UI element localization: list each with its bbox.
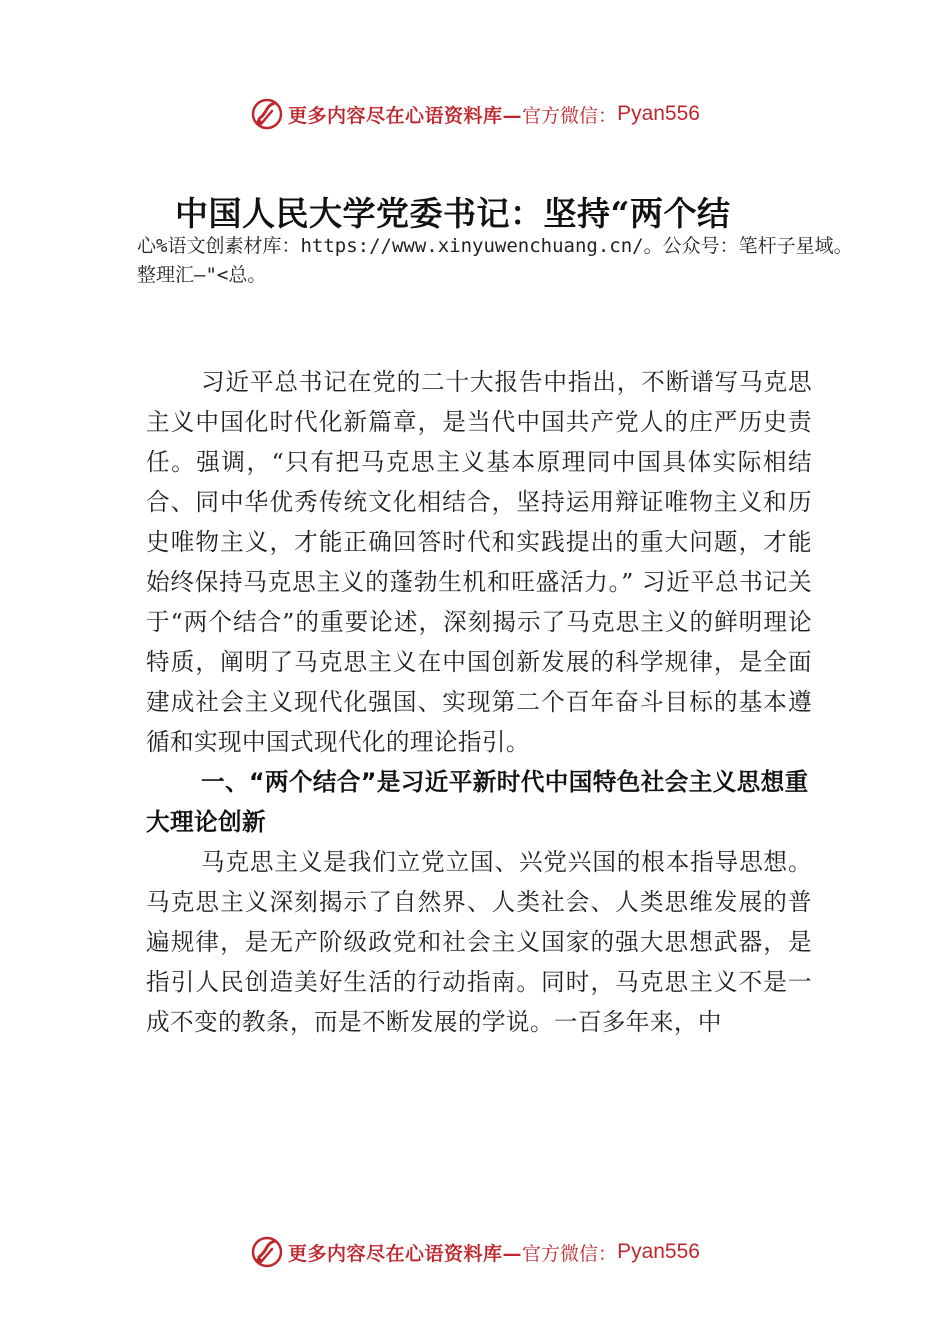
banner-wechat-id: Pyan556 xyxy=(617,1240,700,1263)
section-heading: 一、“两个结合”是习近平新时代中国特色社会主义思想重大理论创新 xyxy=(146,768,809,836)
banner-text: 更多内容尽在心语资料库— xyxy=(288,104,523,127)
source-note: 心%语文创素材库：https://www.xinyuwenchuang.cn/。公众号：笔杆子星域。整理汇—"<总。 xyxy=(137,235,853,286)
header-banner xyxy=(0,94,950,134)
brush-pen-logo-icon xyxy=(250,97,284,131)
footer-banner xyxy=(0,1232,950,1272)
brush-pen-logo-icon xyxy=(250,1235,284,1269)
body-paragraph: 习近平总书记在党的二十大报告中指出，不断谱写马克思主义中国化时代化新篇章，是当代中国共产党人的庄严历史责任。强调，“只有把马克思主义基本原理同中国具体实际相结合、同中华优秀传统文化相结合，坚持运用辩证唯物主义和历史唯物主义，才能正确回答时代和实践提出的重大问题，才能始终保持马克思主义的蓬勃生机和旺盛活力。” 习近平总书记关于“两个结合”的重要论述，深刻揭示了马克思主义的鲜明理论特质，阐明了马克思主义在中国创新发展的科学规律，是全面建成社会主义现代化强国、实现第二个百年奋斗目标的基本遵循和实现中国式现代化的理论指引。 xyxy=(146,368,812,756)
banner-wechat-id: Pyan556 xyxy=(617,102,700,125)
banner-wechat-label: 官方微信： xyxy=(522,104,618,127)
banner-text: 更多内容尽在心语资料库— xyxy=(288,1242,523,1265)
body-paragraph: 马克思主义是我们立党立国、兴党兴国的根本指导思想。马克思主义深刻揭示了自然界、人类社会、人类思维发展的普遍规律，是无产阶级政党和社会主义国家的强大思想武器，是指引人民创造美好生活的行动指南。同时，马克思主义不是一成不变的教条，而是不断发展的学说。一百多年来，中 xyxy=(146,848,812,1036)
document-title: 中国人民大学党委书记：坚持“两个结 xyxy=(175,194,731,233)
banner-wechat-label: 官方微信： xyxy=(522,1242,618,1265)
